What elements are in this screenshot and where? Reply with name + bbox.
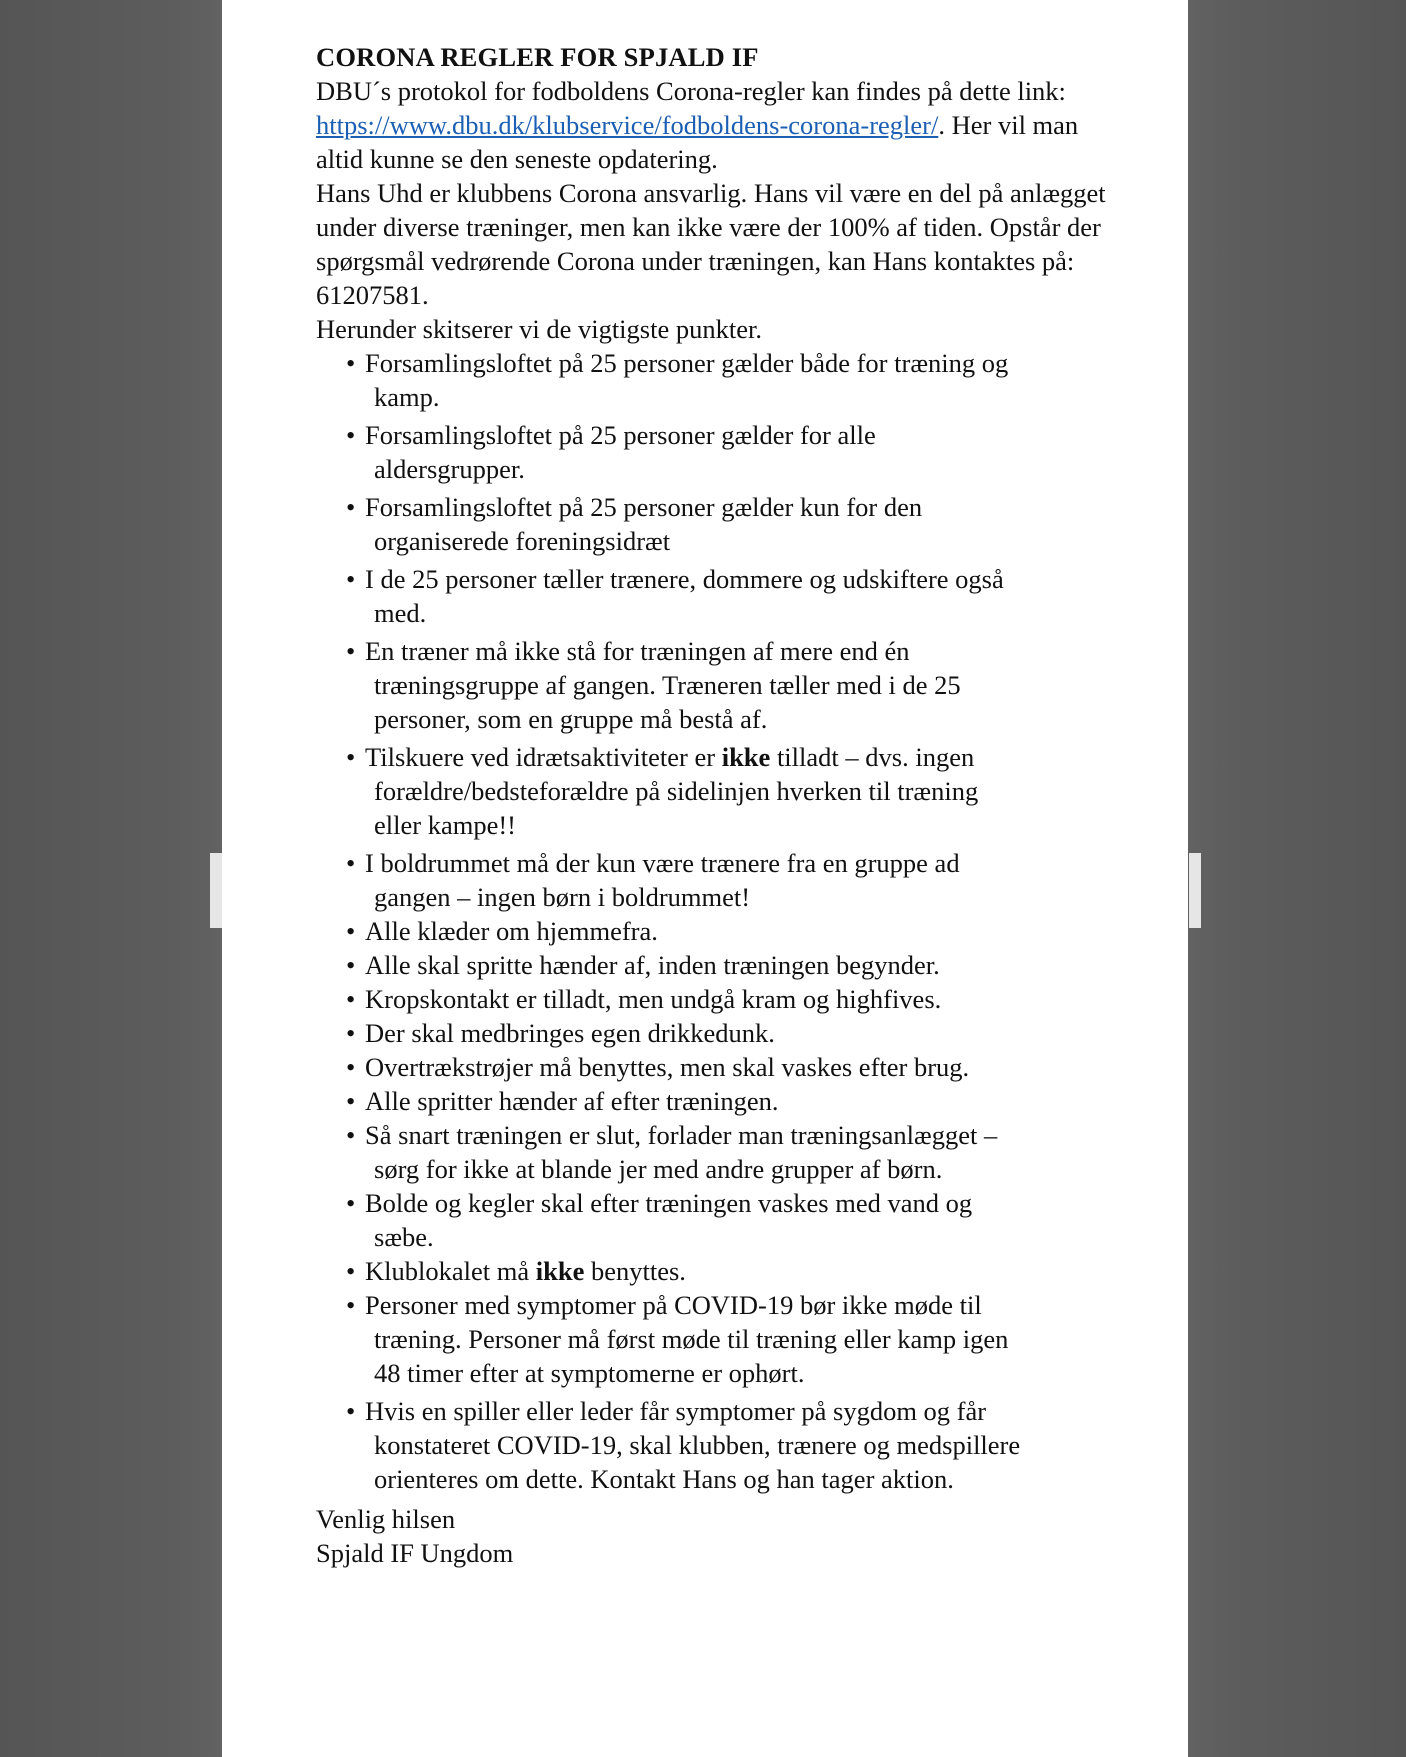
rule-text: tilladt – dvs. ingen	[770, 742, 975, 772]
rule-text: Forsamlingsloftet på 25 personer gælder både for træning og	[365, 348, 1009, 378]
rule-text: Så snart træningen er slut, forlader man træningsanlægget –	[365, 1120, 998, 1150]
rule-text: Bolde og kegler skal efter træningen vaskes med vand og	[365, 1188, 973, 1218]
rule-text-continued: sørg for ikke at blande jer med andre grupper af børn.	[374, 1154, 943, 1184]
document-content	[316, 40, 1116, 1570]
bullet-icon: •	[346, 984, 356, 1014]
rule-text: Alle klæder om hjemmefra.	[365, 916, 658, 946]
list-item	[316, 562, 1116, 630]
rule-text: Personer med symptomer på COVID-19 bør ikke møde til	[365, 1290, 982, 1320]
list-item	[316, 1254, 1116, 1288]
bullet-icon: •	[346, 1396, 356, 1426]
rule-text-emphasis: ikke	[721, 742, 771, 772]
list-item	[316, 948, 1116, 982]
left-background	[0, 0, 222, 1757]
rule-text: Forsamlingsloftet på 25 personer gælder for alle	[365, 420, 876, 450]
list-item	[316, 1016, 1116, 1050]
bullet-icon: •	[346, 1052, 356, 1082]
rule-text: Klublokalet må	[365, 1256, 536, 1286]
right-background	[1188, 0, 1406, 1757]
rule-text-continued: aldersgrupper.	[374, 454, 525, 484]
list-item	[316, 1186, 1116, 1254]
rule-text-continued: kamp.	[374, 382, 440, 412]
intro-paragraph	[316, 74, 1116, 176]
rules-list	[316, 346, 1116, 1496]
list-item	[316, 490, 1116, 558]
bullet-icon: •	[346, 848, 356, 878]
bullet-icon: •	[346, 1188, 356, 1218]
list-item	[316, 982, 1116, 1016]
rule-text-continued: eller kampe!!	[374, 810, 516, 840]
bullet-icon: •	[346, 1290, 356, 1320]
list-item	[316, 418, 1116, 486]
rule-text-continued: træning. Personer må først møde til træning eller kamp igen	[374, 1324, 1009, 1354]
list-item	[316, 634, 1116, 736]
rule-text: I de 25 personer tæller trænere, dommere og udskiftere også	[365, 564, 1004, 594]
rule-text-continued: 48 timer efter at symptomerne er ophørt.	[374, 1358, 805, 1388]
rule-text-emphasis: ikke	[535, 1256, 585, 1286]
document-title: CORONA REGLER FOR SPJALD IF	[316, 42, 759, 72]
rule-text: Alle skal spritte hænder af, inden træningen begynder.	[365, 950, 940, 980]
rule-text: Forsamlingsloftet på 25 personer gælder kun for den	[365, 492, 923, 522]
intro-text-continued: . Her vil man altid kunne se den seneste opdatering.	[316, 110, 1079, 174]
lead-in-text: Herunder skitserer vi de vigtigste punkter.	[316, 314, 762, 344]
rule-text-continued: personer, som en gruppe må bestå af.	[374, 704, 768, 734]
rule-text-continued: træningsgruppe af gangen. Træneren tæller med i de 25	[374, 670, 961, 700]
rule-text: Overtrækstrøjer må benyttes, men skal vaskes efter brug.	[365, 1052, 970, 1082]
list-item	[316, 346, 1116, 414]
rule-text-continued: konstateret COVID-19, skal klubben, trænere og medspillere	[374, 1430, 1021, 1460]
rule-text-continued: gangen – ingen børn i boldrummet!	[374, 882, 751, 912]
list-item	[316, 1050, 1116, 1084]
list-item	[316, 740, 1116, 842]
list-item	[316, 1394, 1116, 1496]
bullet-icon: •	[346, 1018, 356, 1048]
rule-text: En træner må ikke stå for træningen af mere end én	[365, 636, 910, 666]
rule-text: Hvis en spiller eller leder får symptomer på sygdom og får	[365, 1396, 987, 1426]
bullet-icon: •	[346, 950, 356, 980]
dbu-link[interactable]: https://www.dbu.dk/klubservice/fodboldens-corona-regler/	[316, 110, 939, 140]
bullet-icon: •	[346, 420, 356, 450]
list-item	[316, 914, 1116, 948]
list-item	[316, 1118, 1116, 1186]
rule-text: Alle spritter hænder af efter træningen.	[365, 1086, 779, 1116]
rule-text-continued: sæbe.	[374, 1222, 434, 1252]
rule-text: Der skal medbringes egen drikkedunk.	[365, 1018, 775, 1048]
list-item	[316, 1288, 1116, 1390]
bullet-icon: •	[346, 916, 356, 946]
rule-text: I boldrummet må der kun være trænere fra en gruppe ad	[365, 848, 960, 878]
bullet-icon: •	[346, 742, 356, 772]
bullet-icon: •	[346, 1256, 356, 1286]
rule-text-continued: forældre/bedsteforældre på sidelinjen hverken til træning	[374, 776, 979, 806]
list-item	[316, 1084, 1116, 1118]
document-page	[222, 0, 1188, 1757]
bullet-icon: •	[346, 564, 356, 594]
closing-signature: Spjald IF Ungdom	[316, 1538, 514, 1568]
rule-text: Kropskontakt er tilladt, men undgå kram og highfives.	[365, 984, 942, 1014]
bullet-icon: •	[346, 636, 356, 666]
rule-text: Tilskuere ved idrætsaktiviteter er	[365, 742, 722, 772]
rule-text-continued: med.	[374, 598, 427, 628]
responsible-paragraph: Hans Uhd er klubbens Corona ansvarlig. Hans vil være en del på anlægget under diverse træninger, men kan ikke være der 100% af tiden. Opstår der spørgsmål vedrørende Corona under træningen, kan Hans kontaktes på: 61207581.	[316, 178, 1106, 310]
bullet-icon: •	[346, 348, 356, 378]
intro-text: DBU´s protokol for fodboldens Corona-regler kan findes på dette link:	[316, 76, 1066, 106]
bullet-icon: •	[346, 1120, 356, 1150]
rule-text-continued: orienteres om dette. Kontakt Hans og han tager aktion.	[374, 1464, 954, 1494]
list-item	[316, 846, 1116, 914]
bullet-icon: •	[346, 492, 356, 522]
right-resize-handle[interactable]	[1189, 853, 1201, 928]
left-resize-handle[interactable]	[210, 853, 222, 928]
bullet-icon: •	[346, 1086, 356, 1116]
rule-text-continued: organiserede foreningsidræt	[374, 526, 671, 556]
rule-text: benyttes.	[584, 1256, 686, 1286]
closing-greeting: Venlig hilsen	[316, 1504, 456, 1534]
